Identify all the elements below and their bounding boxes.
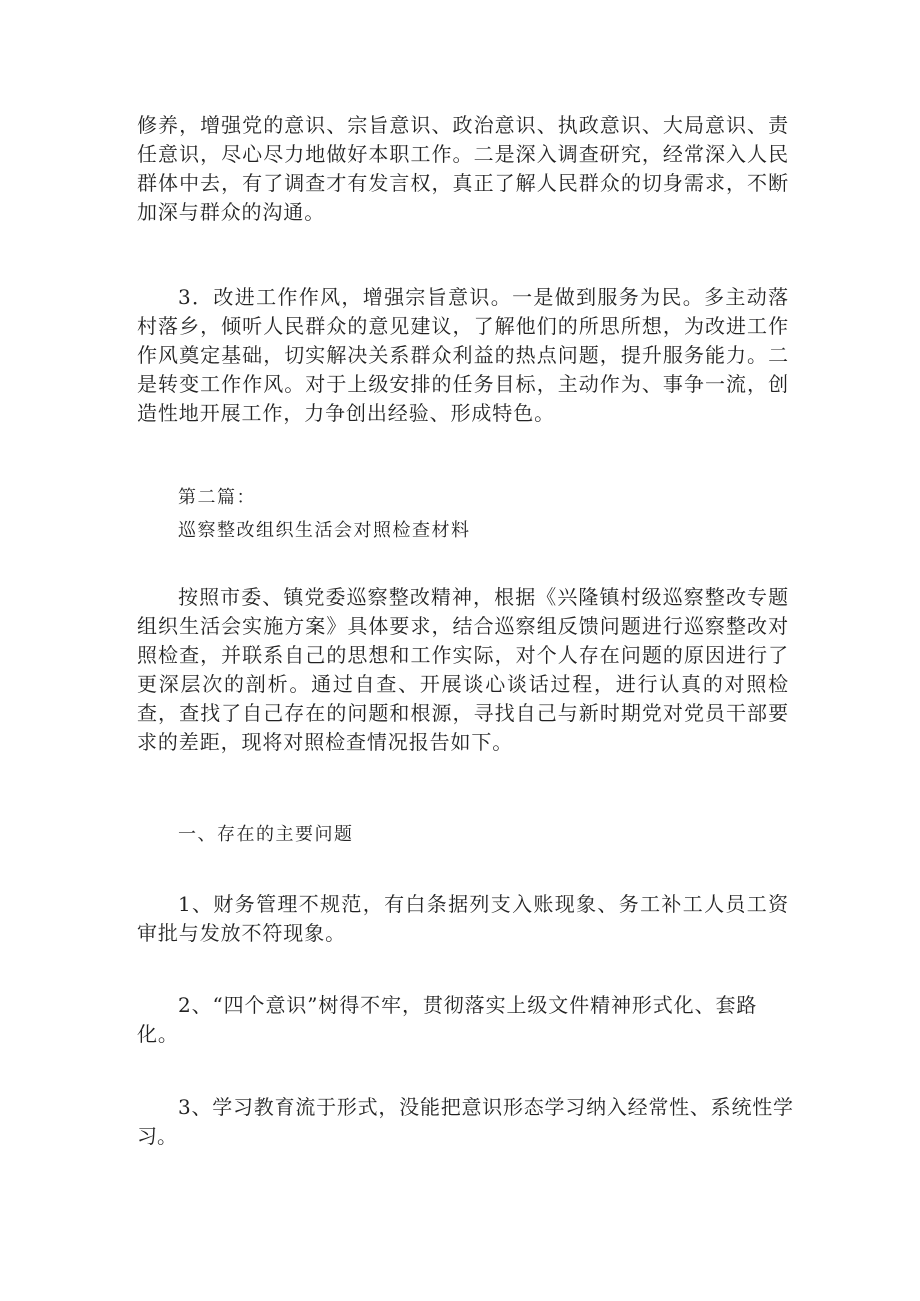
paragraph-continuation: 修养，增强党的意识、宗旨意识、政治意识、执政意识、大局意识、责任意识，尽心尽力地做好本职工作。二是深入调查研究，经常深入人民群体中去，有了调查才有发言权，真正了解人民群众的切身需求，不断加深与群众的沟通。 xyxy=(137,113,789,224)
paragraph-item-3: 3．改进工作作风，增强宗旨意识。一是做到服务为民。多主动落村落乡，倾听人民群众的意见建议，了解他们的所思所想，为改进工作作风奠定基础，切实解决关系群众利益的热点问题，提升服务能力。二是转变工作作风。对于上级安排的任务目标，主动作为、事争一流，创造性地开展工作，力争创出经验、形成特色。 xyxy=(137,285,789,425)
problem-item-1: 1、财务管理不规范，有白条据列支入账现象、务工补工人员工资审批与发放不符现象。 xyxy=(137,892,789,945)
problem-item-2-line1: 2、“四个意识”树得不牢，贯彻落实上级文件精神形式化、套路 xyxy=(178,993,758,1017)
section-title: 巡察整改组织生活会对照检查材料 xyxy=(178,520,471,541)
paragraph-intro: 按照市委、镇党委巡察整改精神，根据《兴隆镇村级巡察整改专题组织生活会实施方案》具体要求，结合巡察组反馈问题进行巡察整改对照检查，并联系自己的思想和工作实际，对个人存在问题的原因进行了更深层次的剖析。通过自查、开展谈心谈话过程，进行认真的对照检查，查找了自己存在的问题和根源，寻找自己与新时期党对党员干部要求的差距，现将对照检查情况报告如下。 xyxy=(137,585,789,754)
problem-item-2 xyxy=(137,991,789,1049)
problem-item-3: 3、学习教育流于形式，没能把意识形态学习纳入经常性、系统性学习。 xyxy=(137,1095,793,1148)
heading-main-problems: 一、存在的主要问题 xyxy=(178,824,354,845)
section-label: 第二篇： xyxy=(178,487,256,508)
problem-item-2-line2: 化。 xyxy=(137,1022,179,1046)
